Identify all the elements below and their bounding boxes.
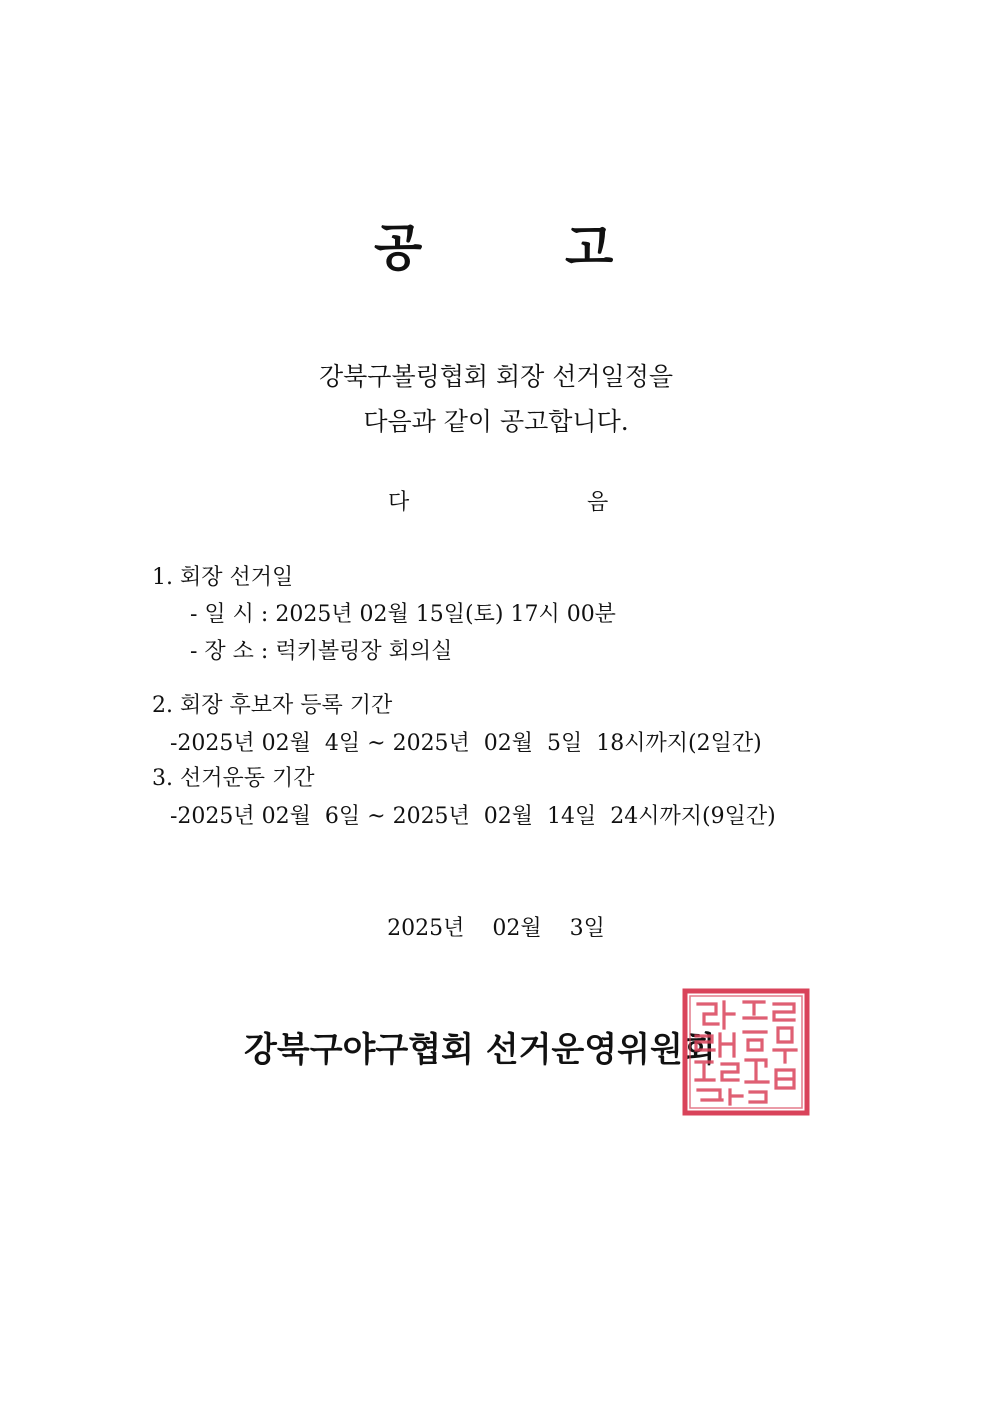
title-char-left: 공 bbox=[374, 218, 423, 277]
section-3-title: 3. 선거운동 기간 bbox=[152, 766, 315, 791]
heading-char-right: 음 bbox=[587, 490, 609, 515]
section-2-title: 2. 회장 후보자 등록 기간 bbox=[152, 693, 393, 718]
section-3-period: -2025년 02월 6일 ~ 2025년 02월 14일 24시까지(9일간) bbox=[170, 804, 776, 829]
section-1-location: - 장 소 : 럭키볼링장 회의실 bbox=[190, 639, 453, 664]
seal-glyph-strokes bbox=[696, 1002, 796, 1104]
section-2-period: -2025년 02월 4일 ~ 2025년 02월 5일 18시까지(2일간) bbox=[170, 731, 762, 756]
organization-name: 강북구야구협회 선거운영위원회 bbox=[244, 1030, 716, 1070]
seal-border bbox=[685, 991, 807, 1113]
section-1-datetime: - 일 시 : 2025년 02월 15일(토) 17시 00분 bbox=[190, 602, 616, 627]
intro-line-2: 다음과 같이 공고합니다. bbox=[363, 407, 629, 436]
heading-char-left: 다 bbox=[388, 490, 410, 515]
intro-line-1: 강북구볼링협회 회장 선거일정을 bbox=[319, 362, 673, 391]
seal-graphic bbox=[685, 991, 807, 1113]
official-seal-stamp bbox=[682, 988, 810, 1116]
title-char-right: 고 bbox=[565, 218, 614, 277]
section-1-title: 1. 회장 선거일 bbox=[152, 565, 294, 590]
announcement-date: 2025년 02월 3일 bbox=[387, 916, 605, 941]
